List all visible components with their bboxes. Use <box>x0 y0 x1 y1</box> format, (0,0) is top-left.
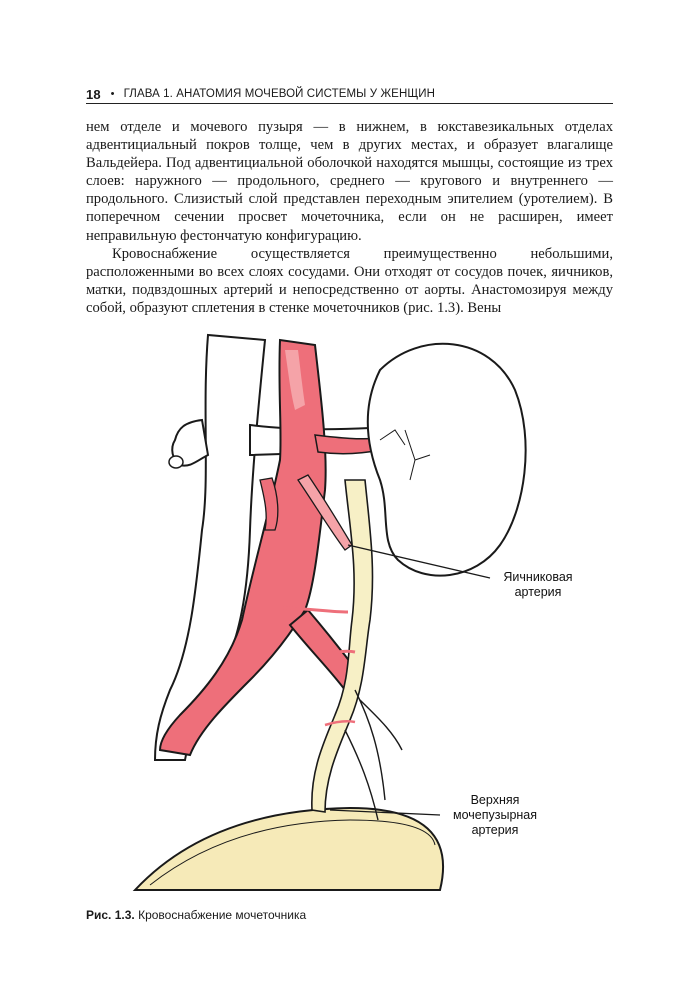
label-ovarian-artery: Яичниковая артерия <box>503 570 573 599</box>
body-text <box>86 118 613 317</box>
paragraph-2: Кровоснабжение осуществляется преимущественно небольшими, расположенными во всех слоях сосудами. Они отходят от сосудов почек, яичников, матки, подвздошных артерий и непосредственно от аорты. Анастомозируя между собой, образуют сплетения в стенке мочеточников (рис. 1.3). Вены <box>86 245 613 316</box>
paragraph-1: нем отделе и мочевого пузыря — в нижнем, в юкставезикальных отделах адвентициальный покров толще, чем в других местах, и образует влагалище Вальдейера. Под адвентициальной оболочкой находятся мышцы, состоящие из трех слоев: наружного — продольного, среднего — кругового и внутреннего — продольного. Слизистый слой представлен переходным эпителием (уротелием). В поперечном сечении просвет мочеточника, если он не расширен, имеет неправильную фестончатую конфигурацию. <box>86 119 613 244</box>
chapter-title: ГЛАВА 1. АНАТОМИЯ МОЧЕВОЙ СИСТЕМЫ У ЖЕНЩИН <box>123 88 436 100</box>
vessel-cross-section <box>169 456 183 468</box>
running-header <box>86 84 613 104</box>
header-bullet: • <box>110 88 115 100</box>
header-rule <box>86 103 613 104</box>
bladder <box>135 808 443 890</box>
caption-text: Кровоснабжение мочеточника <box>138 908 307 922</box>
figure-caption <box>86 908 306 922</box>
caption-number: Рис. 1.3. <box>86 908 135 922</box>
page-number: 18 <box>86 86 101 102</box>
label-superior-vesical-artery: Верхняя мочепузырная артерия <box>452 793 538 837</box>
kidney <box>368 344 526 576</box>
